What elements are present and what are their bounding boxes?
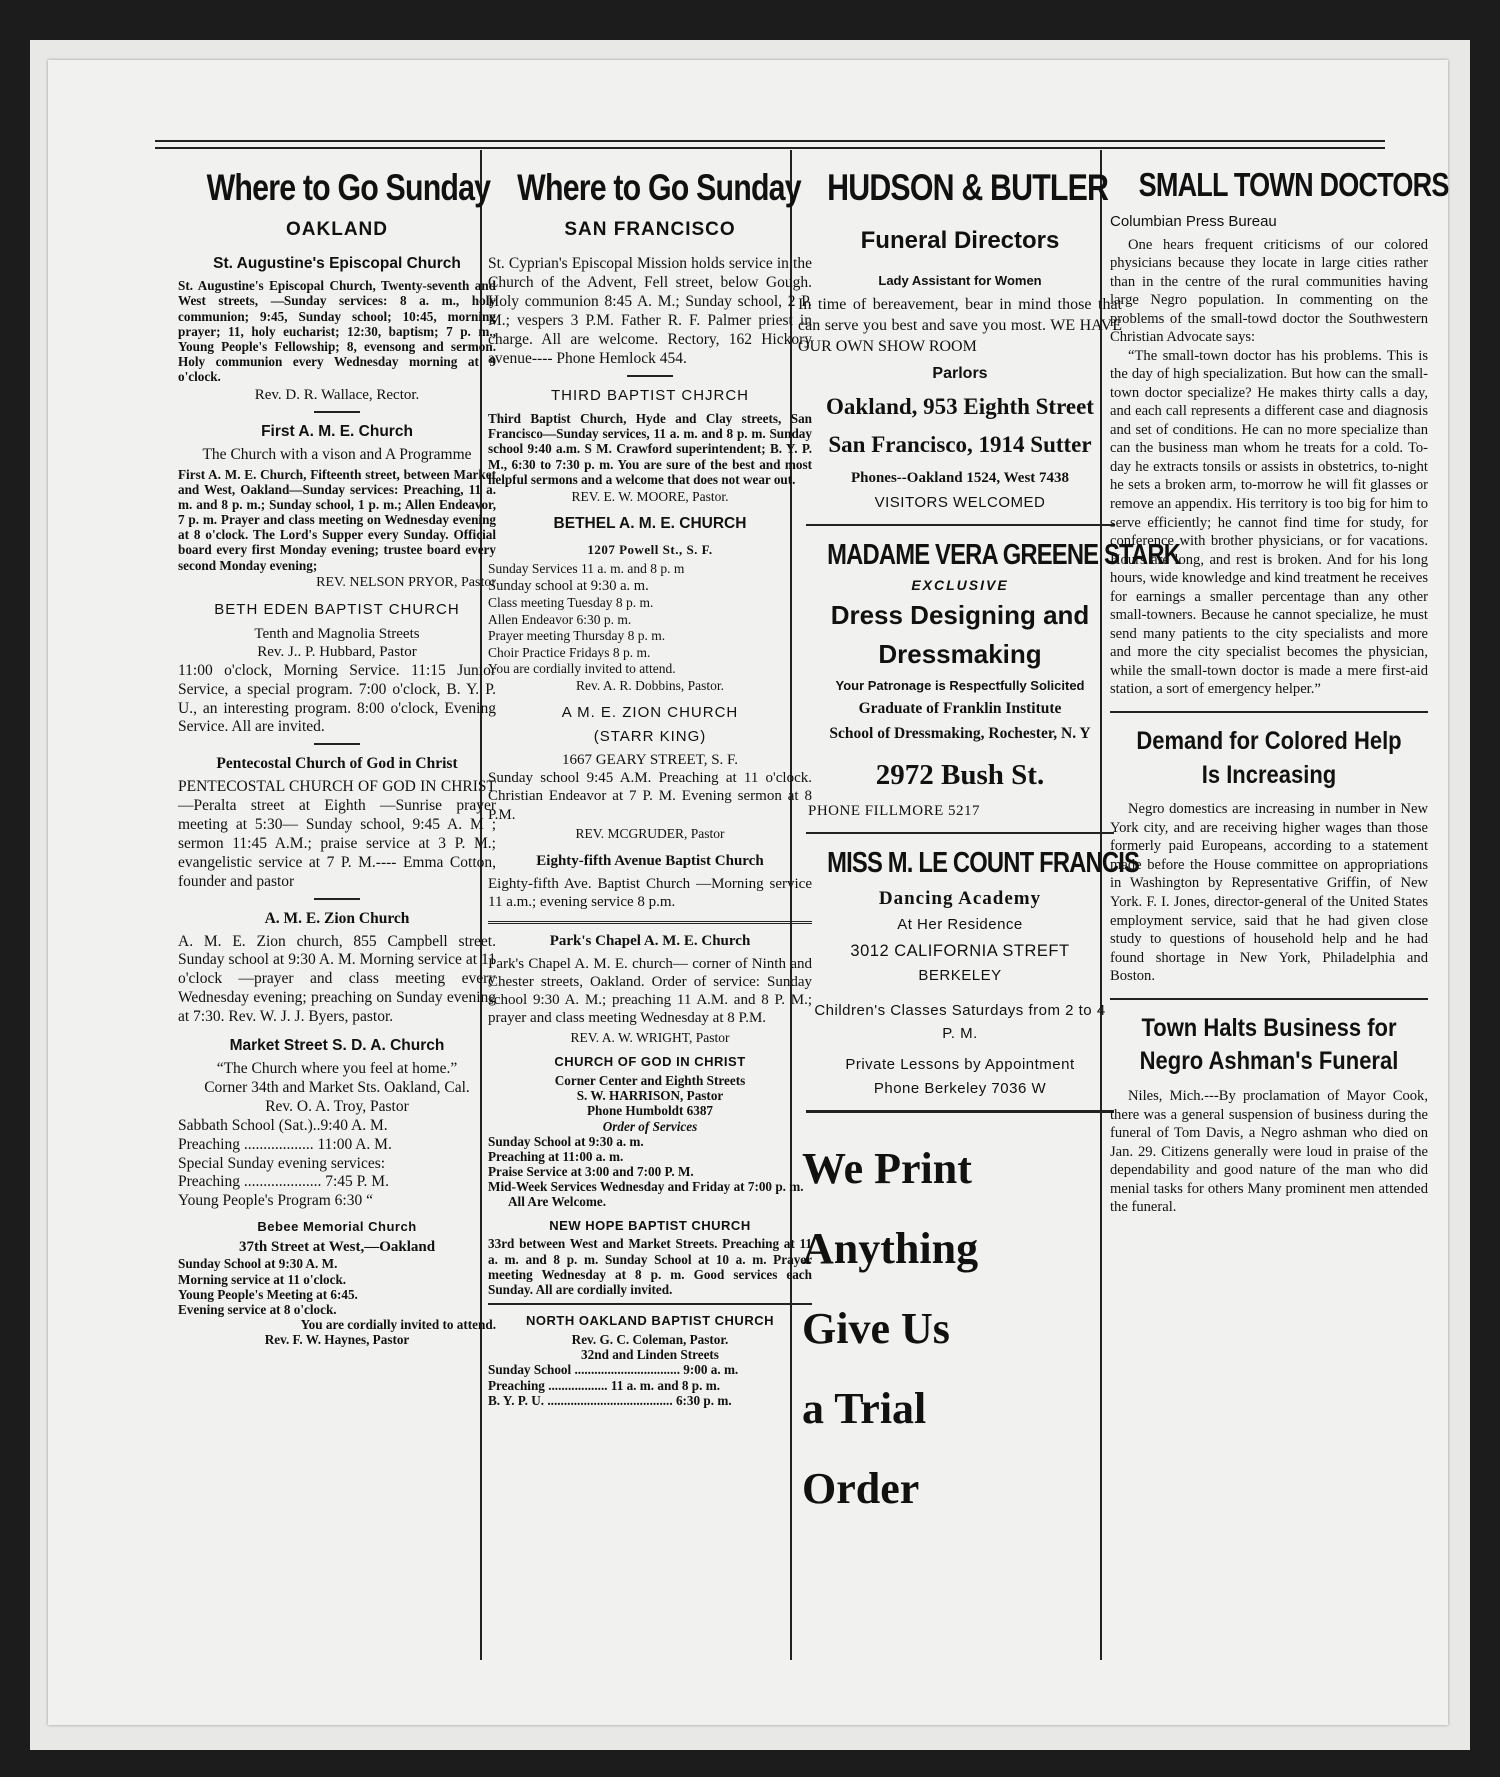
column-heading: Where to Go Sunday	[517, 167, 801, 208]
article-paragraph: “The small-town doctor has his problems. This is the day of high specialization. But how can the small-town doctor specialize? He makes thirty calls a day, and each call represents a different case and diagnosis and set of conditions. He can no more specialize than can the business man whom he treats for a cold. To-day he extracts tonsils or assists in obstetrics, to-night he sets a broken arm, to-morrow he will fit glasses or remove an appendix. His territory is too big for him to serve efficiently; he cannot find time for study, for conference with brother physicians, or for vacations. Hours are long, and rest is broken. And for his long hours, wide knowledge and kind treatment he receives for earnings a smaller percentage than any other small-towners. Because he cannot specialize, he must send many patients to the city specialists and more and more the city specialist becomes the physician, while the small-town doctor is made a mere first-aid station, a sort of emergency helper.”	[1110, 347, 1428, 698]
church-name: BETHEL A. M. E. CHURCH	[553, 515, 747, 533]
separator	[806, 832, 1114, 834]
church-name: A. M. E. Zion Church	[264, 909, 410, 927]
city-heading: SAN FRANCISCO	[564, 219, 736, 241]
ad-we-print	[802, 1144, 1122, 1514]
ad-lady-assistant: Lady Assistant for Women	[878, 273, 1042, 289]
ad-classes: Children's Classes Saturdays from 2 to 4 P. M.	[814, 1002, 1106, 1043]
ad-graduate-line2: School of Dressmaking, Rochester, N. Y	[829, 725, 1091, 743]
schedule-line: Sunday School at 9:30 a. m.	[488, 1133, 644, 1149]
church-body: 33rd between West and Market Streets. Preaching at 11 a. m. and 8 p. m. Sunday School at 10 a. m. Prayer meeting Wednesday at 8 p. m. Good services each Sunday. All are cordially invited.	[488, 1236, 812, 1297]
ad-visitors: VISITORS WELCOMED	[874, 493, 1046, 511]
church-name: CHURCH OF GOD IN CHRIST	[554, 1054, 746, 1070]
schedule-line: All Are Welcome.	[508, 1194, 607, 1210]
ad-private-lessons: Private Lessons by Appointment	[845, 1055, 1075, 1073]
church-name: St. Augustine's Episcopal Church	[213, 255, 461, 273]
church-pastor: REV. NELSON PRYOR, Pastor	[316, 574, 496, 590]
schedule-line: Morning service at 11 o'clock.	[178, 1271, 347, 1287]
schedule-line: B. Y. P. U. ...................................... 6:30 p. m.	[488, 1392, 732, 1408]
column-heading: Where to Go Sunday	[206, 167, 491, 208]
church-body: St. Cyprian's Episcopal Mission holds service in the Church of the Advent, Fell street, below Gough. Holy communion 8:45 A. M.; Sunday school, 2 P. M.; vespers 3 P.M. Father R. F. Palmer priest in charge. All are welcome. Rectory, 162 Hickory avenue---- Phone Hemlock 454.	[488, 255, 812, 367]
separator	[314, 898, 360, 900]
schedule-line: Sunday School at 9:30 A. M.	[178, 1256, 338, 1272]
double-rule	[488, 921, 812, 924]
ad-sf-address: San Francisco, 1914 Sutter	[828, 432, 1092, 458]
schedule-line: Choir Practice Fridays 8 p. m.	[488, 644, 651, 660]
print-line: We Print	[802, 1144, 972, 1194]
church-name: Pentecostal Church of God in Christ	[216, 755, 458, 773]
schedule-line: Sunday School ................................ 9:00 a. m.	[488, 1362, 739, 1378]
print-line: Order	[802, 1464, 920, 1514]
church-body: A. M. E. Zion church, 855 Campbell street. Sunday school at 9:30 A. M. Morning service at 11 o'clock —prayer and class meeting every Wednesday evening; preaching on Sunday evening at 7:30. Rev. W. J. J. Byers, pastor.	[178, 932, 496, 1026]
church-name: THIRD BAPTIST CHJRCH	[550, 386, 750, 404]
ad-dancing-academy: Dancing Academy	[878, 888, 1042, 910]
schedule-line: Evening service at 8 o'clock.	[178, 1301, 337, 1317]
ad-oakland-address: Oakland, 953 Eighth Street	[826, 394, 1094, 420]
ad-bush-street: 2972 Bush St.	[875, 759, 1045, 792]
church-body: Park's Chapel A. M. E. church— corner of Ninth and Chester streets, Oakland. Order of service: Sunday school 9:30 A. M.; preaching 11 A.M. and 8 P. M.; prayer and class meeting Wednesday at 8 P.M.	[488, 955, 812, 1027]
church-pastor: REV. MCGRUDER, Pastor	[575, 825, 725, 841]
ad-phones: Phones--Oakland 1524, West 7438	[850, 470, 1070, 487]
schedule-line: Preaching .................. 11:00 A. M.	[178, 1135, 392, 1153]
church-pastor: Rev. D. R. Wallace, Rector.	[254, 387, 420, 404]
church-name: Market Street S. D. A. Church	[229, 1037, 445, 1055]
schedule-line: Class meeting Tuesday 8 p. m.	[488, 595, 654, 611]
ad-heading-hudson-butler: HUDSON & BUTLER	[827, 167, 1109, 208]
ad-residence: At Her Residence	[897, 916, 1023, 934]
ad-dress-line2: Dressmaking	[878, 639, 1042, 670]
church-subtitle: (STARR KING)	[593, 728, 707, 746]
separator	[488, 1303, 812, 1305]
schedule-line: Young People's Meeting at 6:45.	[178, 1286, 358, 1302]
ad-dress-line1: Dress Designing and	[830, 600, 1090, 631]
schedule-line: Allen Endeavor 6:30 p. m.	[488, 611, 632, 627]
church-pastor: S. W. HARRISON, Pastor	[576, 1088, 724, 1104]
ad-patronage: Your Patronage is Respectfully Solicited	[835, 678, 1085, 694]
church-address: 1667 GEARY STREET, S. F.	[562, 751, 738, 768]
church-address: 32nd and Linden Streets	[581, 1347, 719, 1363]
church-name: Park's Chapel A. M. E. Church	[549, 933, 751, 950]
ad-body: In time of bereavement, bear in mind those that can serve you best and save you most. WE HAVE OUR OWN SHOW ROOM	[798, 296, 1122, 355]
print-line: a Trial	[802, 1384, 927, 1434]
church-body: Sunday school 9:45 A.M. Preaching at 11 o'clock. Christian Endeavor at 7 P. M. Evening sermon at 8 P.M.	[488, 769, 812, 823]
article-paragraph: Negro domestics are increasing in number in New York city, and are receiving higher wages than those formerly paid Europeans, according to a statement made before the House committee on appropriations in Washington by Representative Griffin, of New York. F. I. Jones, director-general of the United States employment service, said that he had given close study to questions of household help and he had found shortage in New York, Philadelphia and Boston.	[1110, 801, 1428, 985]
church-name: NORTH OAKLAND BAPTIST CHURCH	[526, 1313, 774, 1329]
column-oakland-churches	[178, 155, 496, 1655]
top-rule	[155, 140, 1385, 154]
schedule-line: You are cordially invited to attend.	[300, 1317, 496, 1333]
order-of-services: Order of Services	[602, 1118, 698, 1134]
ad-phone-fillmore: PHONE FILLMORE 5217	[808, 802, 981, 819]
separator	[314, 411, 360, 413]
church-address: 1207 Powell St., S. F.	[587, 542, 713, 558]
ad-phone-berkeley: Phone Berkeley 7036 W	[873, 1079, 1047, 1097]
article-heading-demand: Demand for Colored Help Is Increasing	[1136, 726, 1402, 789]
ad-parlors: Parlors	[932, 364, 988, 382]
article-paragraph: Niles, Mich.---By proclamation of Mayor Cook, there was a general suspension of business during the funeral of Tom Davis, a Negro ashman who died on Jan. 29. Citizens generally were loud in praise of the dependability and good nature of the man who did menial tasks for others Many prominent men attended the funeral.	[1110, 1088, 1428, 1216]
print-line: Anything	[802, 1224, 979, 1274]
church-body: St. Augustine's Episcopal Church, Twenty-seventh and West streets, —Sunday services: 8 a. m., holy communion; 9:45, Sunday school; 10:45, morning prayer; 11, holy eucharist; 12:30, baptism; 7 p. m., Young People's Fellowship; 8, evensong and sermon. Holy communion every Wednesday morning at 9 o'clock.	[178, 278, 496, 385]
ad-exclusive: EXCLUSIVE	[911, 577, 1009, 594]
schedule-line: Preaching at 11:00 a. m.	[488, 1148, 624, 1164]
church-body: 11:00 o'clock, Morning Service. 11:15 Junior Service, a special program. 7:00 o'clock, B. Y. P. U., an interesting program. 8:00 o'clock, Evening Service. All are invited.	[178, 661, 496, 736]
church-address: Corner Center and Eighth Streets	[554, 1073, 746, 1089]
print-line: Give Us	[802, 1304, 950, 1354]
church-address: Corner 34th and Market Sts. Oakland, Cal.	[204, 1078, 470, 1096]
church-pastor: Rev. F. W. Haynes, Pastor	[264, 1332, 410, 1348]
ad-street: 3012 CALIFORNIA STREFT	[850, 941, 1070, 960]
church-pastor: Rev. J.. P. Hubbard, Pastor	[257, 644, 417, 661]
church-pastor: Rev. G. C. Coleman, Pastor.	[571, 1332, 729, 1347]
separator	[1110, 711, 1428, 713]
church-motto: The Church with a vison and A Programme	[202, 445, 472, 463]
column-sf-churches	[488, 155, 812, 1655]
church-body: Eighty-fifth Ave. Baptist Church —Morning service 11 a.m.; evening service 8 p.m.	[488, 875, 812, 910]
column-news	[1110, 155, 1449, 1655]
article-paragraph: One hears frequent criticisms of our colored physicians because they locate in large cities rather than in the centre of the rural communities having large Negro population. In commenting on the problems of the small-towd doctor the Southwestern Christian Advocate says:	[1110, 236, 1428, 346]
schedule-line: Praise Service at 3:00 and 7:00 P. M.	[488, 1164, 694, 1180]
schedule-line: Sunday school at 9:30 a. m.	[488, 577, 649, 594]
separator	[806, 1110, 1114, 1113]
city-heading: OAKLAND	[286, 219, 388, 241]
church-phone: Phone Humboldt 6387	[586, 1103, 714, 1119]
church-body: Third Baptist Church, Hyde and Clay streets, San Francisco—Sunday services, 11 a. m. and 8 p. m. Sunday school 9:40 a.m. S M. Crawford superintendent; B. Y. P. M., 6:30 to 7:30 p. m. You are sure of the best and most helpful sermons and a welcome that does not wear out.	[488, 411, 812, 487]
schedule-line: Preaching .................... 7:45 P. M.	[178, 1173, 389, 1191]
separator	[314, 743, 360, 745]
ad-heading-francis: MISS M. LE COUNT FRANCIS	[827, 846, 1140, 879]
schedule-line: Sabbath School (Sat.)..9:40 A. M.	[178, 1116, 388, 1134]
article-heading-halts: Town Halts Business for Negro Ashman's Funeral	[1139, 1013, 1399, 1076]
church-name: NEW HOPE BAPTIST CHURCH	[549, 1217, 751, 1233]
ad-graduate-line1: Graduate of Franklin Institute	[858, 700, 1062, 718]
church-body: PENTECOSTAL CHURCH OF GOD IN CHRIST—Peralta street at Eighth —Sunrise prayer meeting at 5:30— Sunday school, 9:45 A. M ; sermon 11:45 A.M.; praise service at 3 P. M.; evangelistic service at 7 P. M.---- Emma Cotton, founder and pastor	[178, 778, 496, 890]
church-name: A M. E. ZION CHURCH	[561, 704, 739, 722]
schedule-line: Mid-Week Services Wednesday and Friday at 7:00 p. m.	[488, 1179, 804, 1195]
church-address: 37th Street at West,—Oakland	[238, 1239, 436, 1256]
article-heading-doctors: SMALL TOWN DOCTORS	[1138, 166, 1449, 203]
church-name: BETH EDEN BAPTIST CHURCH	[214, 600, 460, 618]
schedule-line: Special Sunday evening services:	[178, 1154, 386, 1172]
schedule-line: Young People's Program 6:30 “	[178, 1192, 373, 1210]
ad-funeral-directors: Funeral Directors	[860, 227, 1060, 255]
schedule-line: Sunday Services 11 a. m. and 8 p. m	[488, 561, 685, 577]
church-pastor: REV. A. W. WRIGHT, Pastor	[570, 1029, 730, 1045]
schedule-line: Prayer meeting Thursday 8 p. m.	[488, 628, 666, 644]
church-name: Bebee Memorial Church	[257, 1219, 417, 1235]
church-pastor: Rev. O. A. Troy, Pastor	[265, 1097, 409, 1115]
ad-city: BERKELEY	[918, 966, 1002, 984]
church-motto: “The Church where you feel at home.”	[216, 1060, 458, 1077]
church-address: Tenth and Magnolia Streets	[254, 626, 420, 643]
church-body: First A. M. E. Church, Fifteenth street, between Market and West, Oakland—Sunday services: Preaching, 11 a. m. and 8 p. m.; Sunday school, 1 p. m.; Allen Endeavor, 7 p. m. Prayer and class meeting on Wednesday evening at 8 o'clock. The Lord's Supper every Sunday. Official board every first Monday evening; trustee board every second Monday evening;	[178, 466, 496, 573]
article-byline: Columbian Press Bureau	[1110, 213, 1277, 231]
church-pastor: REV. E. W. MOORE, Pastor.	[571, 488, 729, 504]
separator	[1110, 998, 1428, 1000]
separator	[806, 524, 1114, 526]
schedule-line: You are cordially invited to attend.	[488, 661, 676, 677]
church-pastor: Rev. A. R. Dobbins, Pastor.	[575, 677, 724, 693]
schedule-line: Preaching .................. 11 a. m. and 8 p. m.	[488, 1377, 721, 1393]
church-name: Eighty-fifth Avenue Baptist Church	[536, 853, 764, 870]
separator	[627, 375, 673, 377]
church-name: First A. M. E. Church	[261, 422, 413, 440]
ad-heading-stark: MADAME VERA GREENE STARK	[827, 538, 1181, 571]
column-advertisements	[798, 155, 1181, 1655]
